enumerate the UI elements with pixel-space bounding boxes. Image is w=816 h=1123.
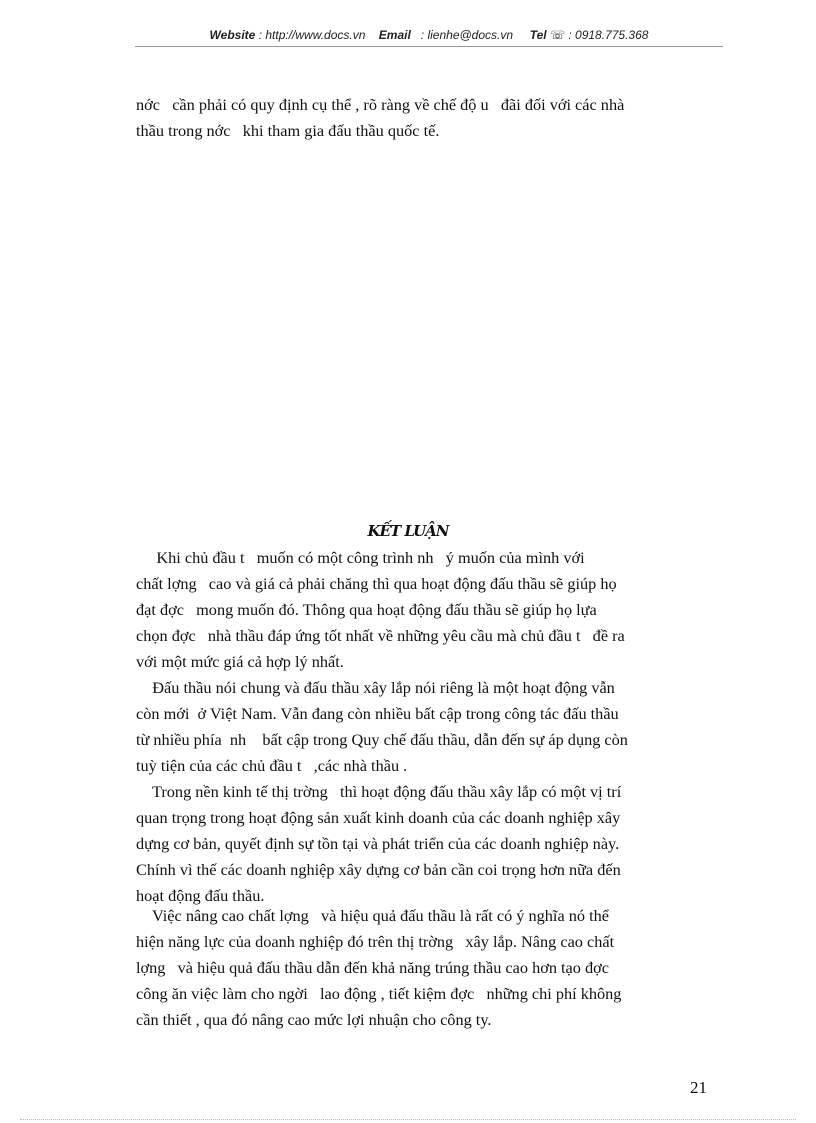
text-line: Khi chủ đầu t muốn có một công trình nh ý muốn của mình với bbox=[136, 548, 585, 567]
text-line: từ nhiều phía nh bất cập trong Quy chế đấu thầu, dẫn đến sự áp dụng còn bbox=[136, 730, 628, 749]
conclusion-paragraph-4 bbox=[136, 903, 718, 1033]
text-line: hoạt động đấu thầu. bbox=[136, 886, 265, 905]
tel-label: Tel bbox=[529, 28, 547, 42]
header-divider bbox=[135, 46, 723, 47]
conclusion-title: KẾT LUẬN bbox=[367, 522, 449, 540]
text-line: còn mới ở Việt Nam. Vẫn đang còn nhiều bất cập trong công tác đấu thầu bbox=[136, 704, 619, 723]
text-line: chất lợng cao và giá cả phải chăng thì qua hoạt động đấu thầu sẽ giúp họ bbox=[136, 574, 617, 593]
text-line: tuỳ tiện của các chủ đầu t ,các nhà thầu . bbox=[136, 756, 408, 775]
intro-paragraph bbox=[136, 92, 718, 144]
text-line: thầu trong nớc khi tham gia đấu thầu quốc tế. bbox=[136, 121, 440, 140]
page-bottom-divider bbox=[20, 1119, 796, 1120]
conclusion-paragraph-1 bbox=[136, 545, 718, 675]
text-line: đạt đợc mong muốn đó. Thông qua hoạt động đấu thầu sẽ giúp họ lựa bbox=[136, 600, 597, 619]
text-line: công ăn việc làm cho ngời lao động , tiết kiệm đợc những chi phí không bbox=[136, 984, 622, 1003]
text-line: Trong nền kinh tế thị trờng thì hoạt động đấu thầu xây lắp có một vị trí bbox=[136, 782, 622, 801]
email-address[interactable]: lienhe@docs.vn bbox=[427, 28, 514, 42]
email-label: Email bbox=[378, 28, 411, 42]
text-line: với một mức giá cả hợp lý nhất. bbox=[136, 652, 344, 671]
text-line: cần thiết , qua đó nâng cao mức lợi nhuận cho công ty. bbox=[136, 1010, 492, 1029]
website-url[interactable]: http://www.docs.vn bbox=[265, 28, 366, 42]
website-label: Website bbox=[209, 28, 256, 42]
page-header: Website : http://www.docs.vn Email : lienhe@docs.vn Tel ☏ : 0918.775.368 bbox=[209, 28, 649, 42]
text-line: dựng cơ bản, quyết định sự tồn tại và phát triển của các doanh nghiệp này. bbox=[136, 834, 620, 853]
conclusion-paragraph-2 bbox=[136, 675, 718, 779]
text-line: Việc nâng cao chất lợng và hiệu quả đấu thầu là rất có ý nghĩa nó thể bbox=[136, 906, 609, 925]
text-line: lợng và hiệu quả đấu thầu dẫn đến khả năng trúng thầu cao hơn tạo đợc bbox=[136, 958, 609, 977]
text-line: hiện năng lực của doanh nghiệp đó trên thị trờng xây lắp. Nâng cao chất bbox=[136, 932, 615, 951]
conclusion-paragraph-3 bbox=[136, 779, 718, 909]
text-line: Chính vì thế các doanh nghiệp xây dựng cơ bản cần coi trọng hơn nữa đến bbox=[136, 860, 621, 879]
page-number: 21 bbox=[690, 1078, 707, 1097]
text-line: quan trọng trong hoạt động sản xuất kinh doanh của các doanh nghiệp xây bbox=[136, 808, 621, 827]
text-line: Đấu thầu nói chung và đấu thầu xây lắp nói riêng là một hoạt động vẫn bbox=[136, 678, 615, 697]
text-line: nớc cần phải có quy định cụ thể , rõ ràng về chế độ u đãi đối với các nhà bbox=[136, 95, 625, 114]
tel-number: 0918.775.368 bbox=[575, 28, 649, 42]
telephone-icon: ☏ bbox=[550, 28, 566, 42]
text-line: chọn đợc nhà thầu đáp ứng tốt nhất về những yêu cầu mà chủ đầu t đề ra bbox=[136, 626, 625, 645]
